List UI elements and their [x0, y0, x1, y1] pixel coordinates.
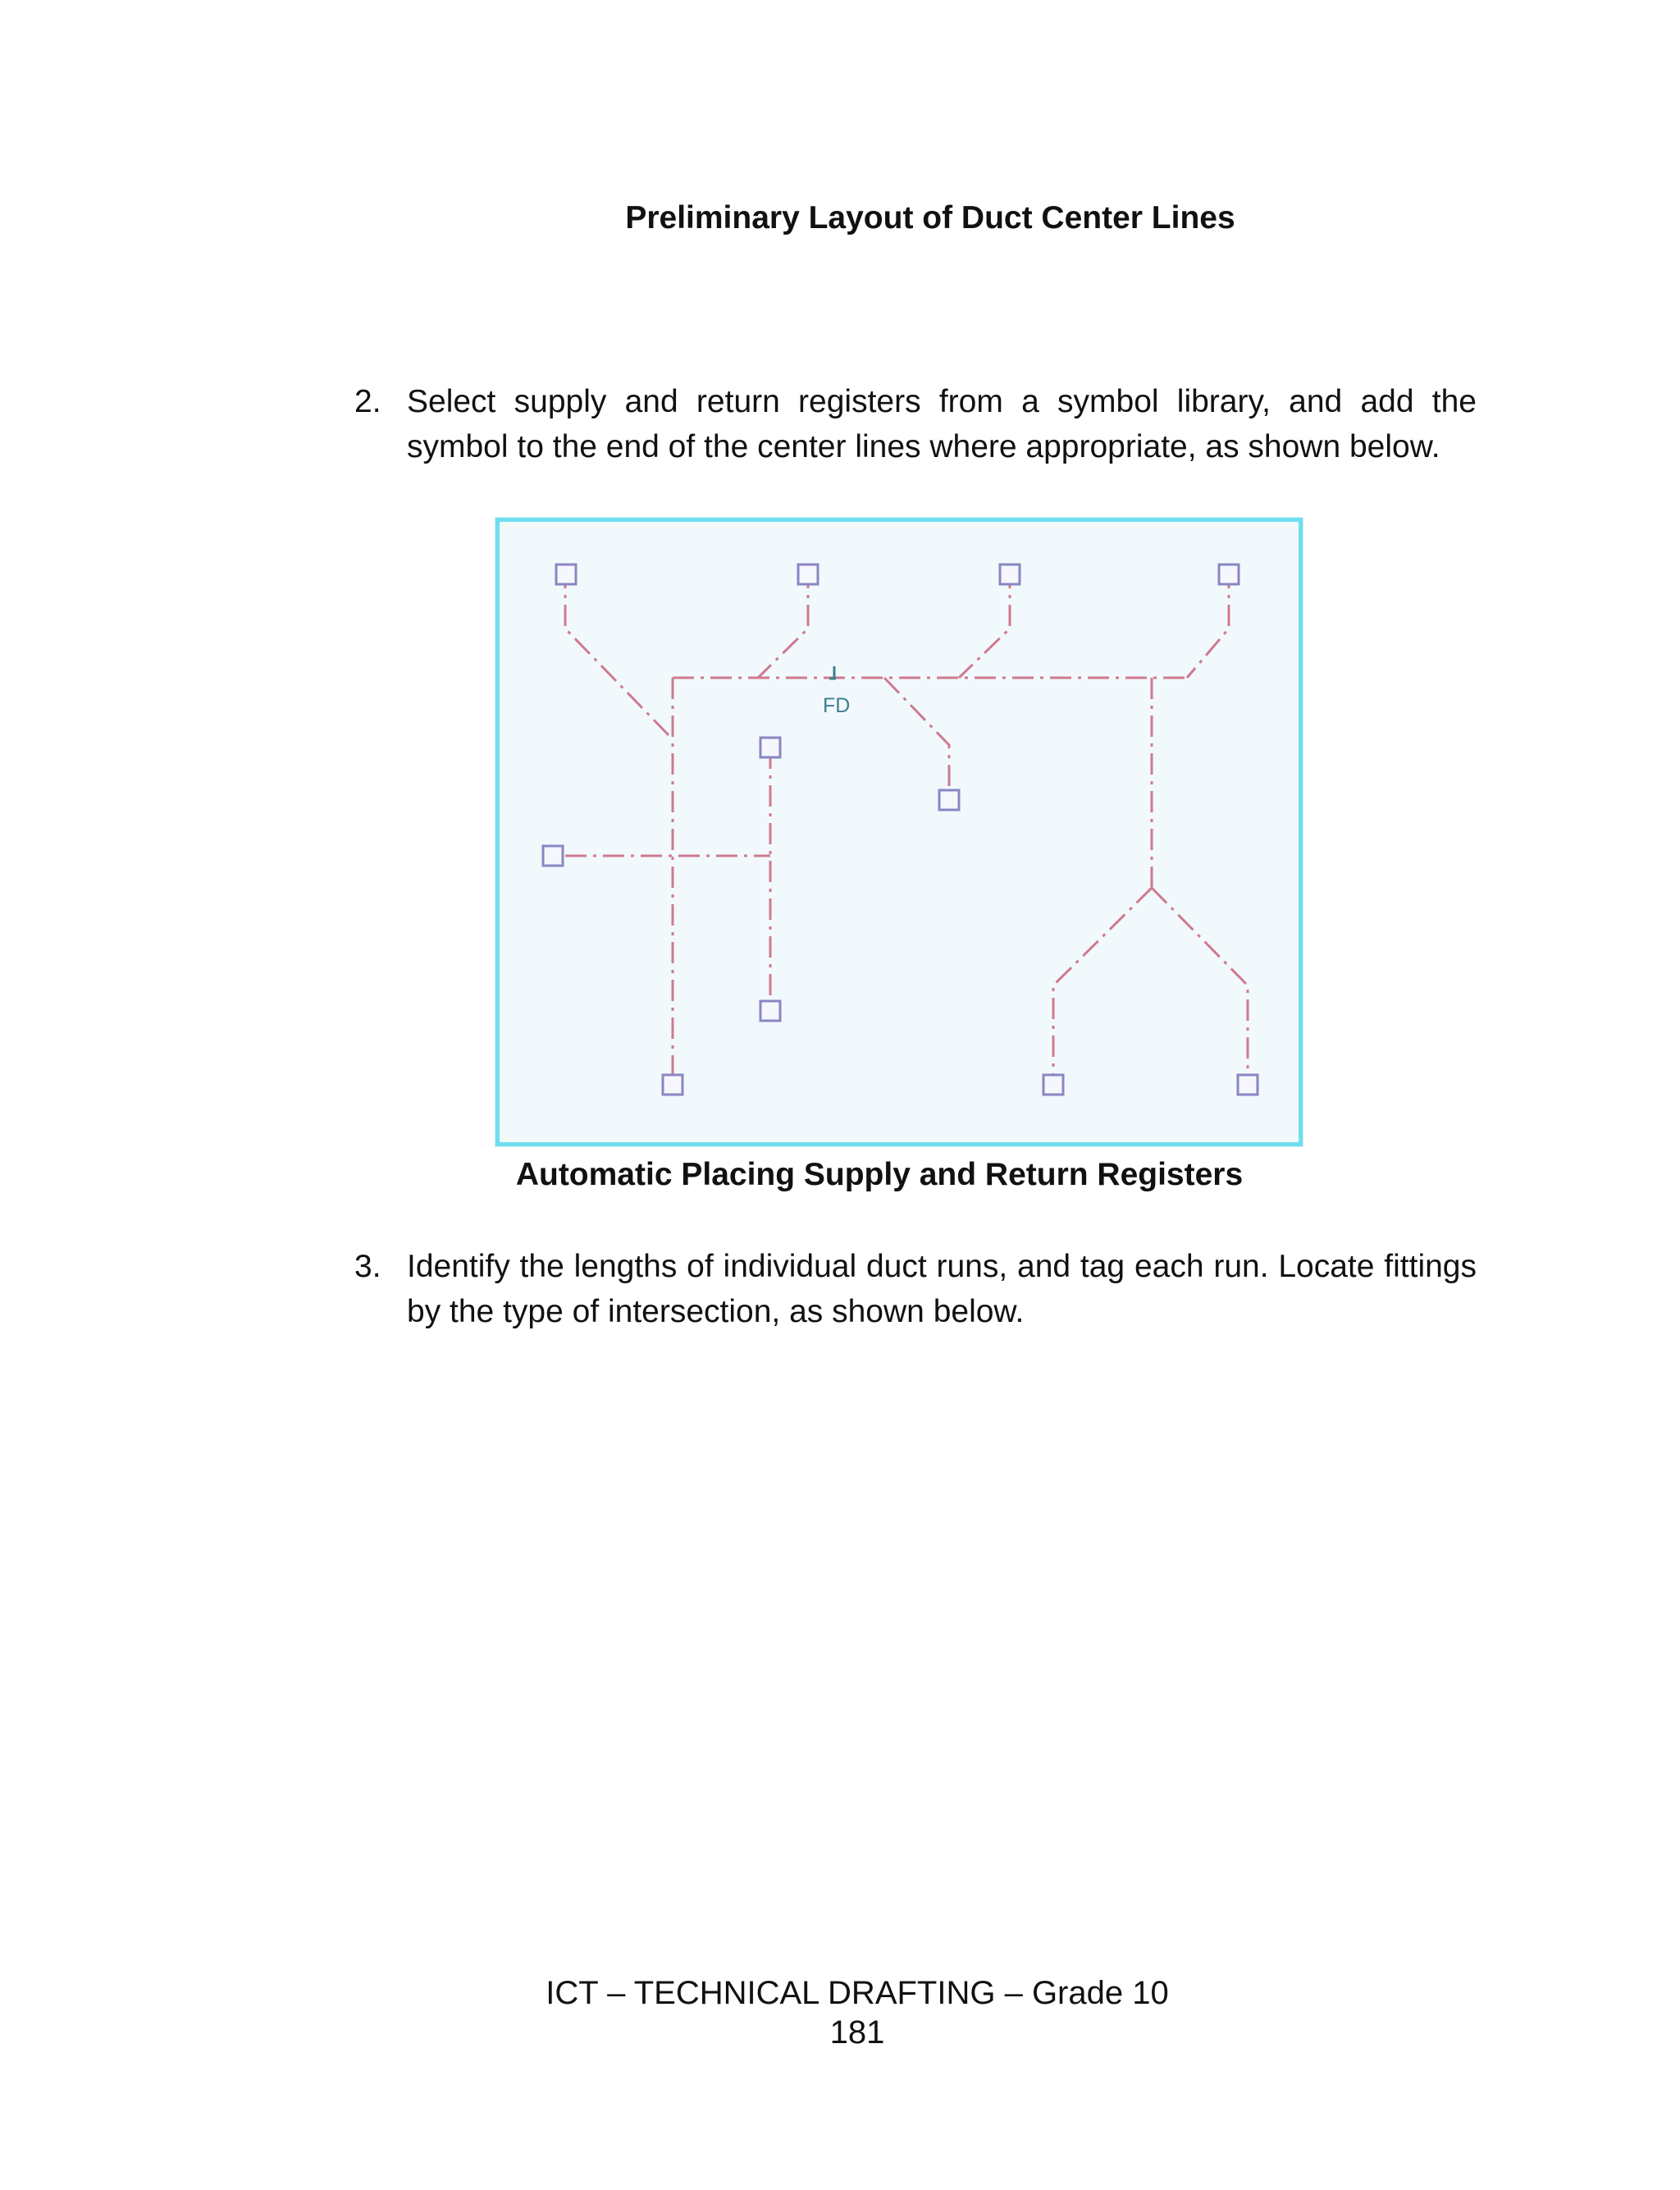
instruction-step-3 — [354, 1244, 1477, 1334]
register-4 — [1219, 565, 1239, 584]
register-9 — [663, 1075, 682, 1095]
step-text: Select supply and return registers from a symbol library, and add the symbol to the end of the center lines where appropriate, as shown below. — [407, 384, 1477, 464]
duct-y-left — [1053, 888, 1152, 1080]
figure-caption-diagram: Automatic Placing Supply and Return Registers — [515, 1157, 1244, 1192]
register-symbols — [543, 565, 1258, 1095]
register-8 — [760, 1001, 780, 1021]
duct-y-right — [1152, 888, 1248, 1080]
duct-branch-top-left — [565, 567, 673, 739]
register-7 — [543, 846, 563, 866]
duct-register-diagram — [495, 518, 1303, 1146]
register-5 — [760, 738, 780, 757]
duct-diagram-svg — [500, 522, 1299, 1142]
register-1 — [556, 565, 576, 584]
register-2 — [798, 565, 818, 584]
register-6 — [939, 790, 959, 810]
register-3 — [1000, 565, 1020, 584]
footer-title: ICT – TECHNICAL DRAFTING – Grade 10 — [546, 1975, 1169, 2011]
figure-caption-top: Preliminary Layout of Duct Center Lines — [625, 200, 1235, 235]
register-10 — [1043, 1075, 1063, 1095]
register-11 — [1238, 1075, 1258, 1095]
instruction-step-2 — [354, 379, 1477, 469]
duct-branch-fd — [884, 678, 949, 795]
step-text: Identify the lengths of individual duct runs, and tag each run. Locate fittings by the type of intersection, as shown below. — [407, 1249, 1477, 1329]
fd-label: FD — [823, 694, 851, 717]
step-number: 3. — [354, 1249, 381, 1284]
page-number: 181 — [829, 2014, 885, 2051]
step-number: 2. — [354, 384, 381, 419]
duct-center-lines — [565, 567, 1248, 1080]
